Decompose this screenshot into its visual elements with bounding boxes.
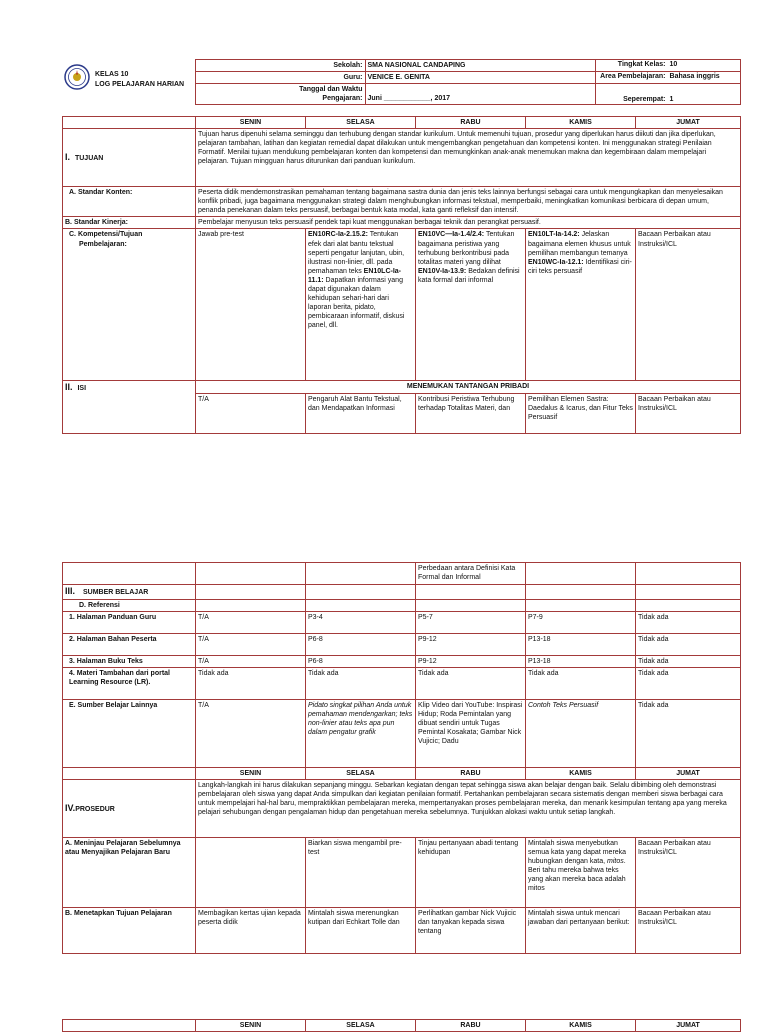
prosedur-a-kamis-2: . Beri tahu mereka bahwa teks yang akan mereka baca adalah mitos — [528, 858, 626, 893]
table-cell: Tidak ada — [636, 655, 741, 667]
day-header-jumat: JUMAT — [636, 1020, 741, 1032]
sumber-lainnya-senin: T/A — [196, 699, 306, 767]
tujuan-num: I. — [65, 151, 71, 162]
kompetensi-selasa-text1: Tentukan efek dari alat bantu tekstual seperti pengatur lanjutan, ubin, ilustrasi non-linier, dll. pada pemahaman teks — [308, 231, 405, 275]
prosedur-b-rabu: Perlihatkan gambar Nick Vujicic dan tanyakan kepada siswa tentang — [416, 907, 526, 953]
isi-selasa: Pengaruh Alat Bantu Tekstual, dan Mendapatkan Informasi — [306, 393, 416, 433]
header-table — [62, 59, 741, 105]
kompetensi-row — [63, 229, 741, 381]
days-header-row — [63, 117, 741, 129]
standar-konten-text: Peserta didik mendemonstrasikan pemahaman tentang bagaimana sastra dunia dan jenis teks lainnya berfungsi sebagai cara untuk mengungkapkan dan menyelesaikan konflik pribadi, juga bagaimana menggunakan strategi dalam menghubungkan informasi tekstual, memperbaiki, meningkatkan komunikasi berbicara di depan umum, penanda penekanan dalam teks persuasif, berbagai bentuk kata modal, kata ganti refleksif dan intensif. — [196, 187, 741, 217]
prosedur-b-label: B. Menetapkan Tujuan Pelajaran — [63, 907, 196, 953]
sumber-header-row — [63, 585, 741, 600]
tanggal-label-1: Tanggal dan Waktu — [299, 86, 363, 94]
prosedur-a-senin — [196, 837, 306, 907]
sekolah-label: Sekolah: — [195, 60, 365, 72]
table-cell: P13-18 — [526, 655, 636, 667]
sumber-lainnya-kamis: Contoh Teks Persuasif — [526, 699, 636, 767]
table-row — [63, 611, 741, 633]
main-table-page2 — [62, 562, 741, 954]
sumber-row-label: 1. Halaman Panduan Guru — [63, 611, 196, 633]
sekolah-value: SMA NASIONAL CANDAPING — [365, 60, 595, 72]
sumber-row-label: 4. Materi Tambahan dari portal Learning Resource (LR). — [63, 667, 196, 699]
table-cell: Tidak ada — [526, 667, 636, 699]
day-header-jumat: JUMAT — [636, 117, 741, 129]
table-cell: P6-8 — [306, 655, 416, 667]
prosedur-a-rabu: Tinjau pertanyaan abadi tentang kehidupan — [416, 837, 526, 907]
sumber-row-label: 3. Halaman Buku Teks — [63, 655, 196, 667]
kelas-label: KELAS 10 — [95, 71, 129, 78]
isi-rabu-continuation: Perbedaan antara Definisi Kata Formal dan Informal — [416, 563, 526, 585]
table-row — [63, 633, 741, 655]
table-cell: Tidak ada — [636, 611, 741, 633]
standar-konten-label: A. Standar Konten: — [63, 187, 196, 217]
area-label: Area Pembelajaran: — [600, 73, 666, 81]
prosedur-b-row — [63, 907, 741, 953]
table-cell: T/A — [196, 633, 306, 655]
kompetensi-selasa-code2: EN10LC-Ia-11.1: — [308, 267, 401, 284]
sumber-row-label: 2. Halaman Bahan Peserta — [63, 633, 196, 655]
referensi-label: D. Referensi — [63, 599, 196, 611]
isi-label: ISI — [77, 385, 87, 393]
table-cell: P6-8 — [306, 633, 416, 655]
log-title: LOG PELAJARAN HARIAN — [95, 81, 185, 88]
isi-senin: T/A — [196, 393, 306, 433]
day-header-selasa: SELASA — [306, 1020, 416, 1032]
tujuan-label: TUJUAN — [74, 154, 104, 162]
days-header-row-3 — [63, 1020, 741, 1032]
table-cell: P5-7 — [416, 611, 526, 633]
day-header-rabu: RABU — [416, 117, 526, 129]
isi-banner: MENEMUKAN TANTANGAN PRIBADI — [196, 381, 741, 393]
isi-jumat: Bacaan Perbaikan atau Instruksi/ICL — [636, 393, 741, 433]
prosedur-a-row — [63, 837, 741, 907]
kompetensi-rabu-text2: Bedakan definisi kata formal dari informal — [418, 267, 520, 284]
prosedur-b-jumat: Bacaan Perbaikan atau Instruksi/ICL — [636, 907, 741, 953]
day-header-senin: SENIN — [196, 767, 306, 779]
standar-kinerja-text: Pembelajar menyusun teks persuasif pendek tapi kuat menggunakan berbagai teknik dan perangkat persuasif. — [196, 217, 741, 229]
sumber-lainnya-rabu: Klip Video dari YouTube: Inspirasi Hidup; Roda Pemintalan yang dibuat sendiri untuk Tugas Pemintal Kosakata; Gambar Nick Vujicic; Dadu — [416, 699, 526, 767]
standar-kinerja-label: B. Standar Kinerja: — [63, 217, 196, 229]
tingkat-value: 10 — [669, 61, 678, 68]
table-cell: Tidak ada — [416, 667, 526, 699]
table-cell: Tidak ada — [636, 667, 741, 699]
table-row — [63, 655, 741, 667]
prosedur-text: Langkah-langkah ini harus dilakukan sepanjang minggu. Sebarkan kegiatan dengan tepat sehingga siswa akan belajar dengan baik. Selalu dibimbing oleh demonstrasi pembelajaran oleh siswa yang dapat Anda simpulkan dari kegiatan penilaian formatif. Pertahankan pembelajaran secara sistematis dengan memberi siswa berbagai cara untuk mempelajari hal-hal baru, mempraktikkan pembelajaran mereka, mempertanyakan proses pembelajaran mereka, dan menarik kesimpulan tentang apa yang mereka pelajari sehubungan dengan pengalaman hidup dan pengetahuan mereka sebelumnya. Tunjukkan alokasi waktu untuk setiap langkah. — [196, 779, 741, 837]
tingkat-label: Tingkat Kelas: — [617, 61, 666, 68]
prosedur-a-selasa: Biarkan siswa mengambil pre-test — [306, 837, 416, 907]
kompetensi-kamis-text1: Jelaskan bagaimana elemen khusus untuk pemilihan membangun temanya — [528, 231, 631, 257]
day-header-selasa: SELASA — [306, 117, 416, 129]
day-header-senin: SENIN — [196, 1020, 306, 1032]
day-header-rabu: RABU — [416, 1020, 526, 1032]
isi-rabu: Kontribusi Peristiwa Terhubung terhadap Totalitas Materi, dan — [416, 393, 526, 433]
sumber-label: SUMBER BELAJAR — [82, 589, 149, 596]
day-header-jumat: JUMAT — [636, 767, 741, 779]
table-cell: Tidak ada — [636, 633, 741, 655]
day-header-kamis: KAMIS — [526, 1020, 636, 1032]
tanggal-value: Juni ____________, 2017 — [365, 84, 595, 105]
kompetensi-rabu-code2: EN10V-Ia-13.9: — [418, 267, 467, 275]
prosedur-label: PROSEDUR — [75, 805, 115, 813]
main-table-page1 — [62, 116, 741, 434]
prosedur-a-label: A. Meninjau Pelajaran Sebelumnya atau Menyajikan Pelajaran Baru — [63, 837, 196, 907]
table-cell: T/A — [196, 655, 306, 667]
kompetensi-selasa-code1: EN10RC-Ia-2.15.2: — [308, 231, 368, 239]
days-header-row-2 — [63, 767, 741, 779]
tanggal-label-2: Pengajaran: — [322, 95, 363, 103]
referensi-row — [63, 599, 741, 611]
prosedur-b-kamis: Mintalah siswa untuk mencari jawaban dari pertanyaan berikut: — [526, 907, 636, 953]
day-header-senin: SENIN — [196, 117, 306, 129]
main-table-page3 — [62, 1019, 741, 1032]
table-cell: P9-12 — [416, 655, 526, 667]
seperempat-label: Seperempat: — [623, 96, 666, 104]
table-cell: P13-18 — [526, 633, 636, 655]
prosedur-b-senin: Membagikan kertas ujian kepada peserta didik — [196, 907, 306, 953]
seperempat-value: 1 — [669, 96, 674, 104]
kompetensi-rabu-code1: EN10VC—Ia-1.4/2.4: — [418, 231, 485, 239]
table-cell: P3-4 — [306, 611, 416, 633]
standar-kinerja-row — [63, 217, 741, 229]
kompetensi-jumat: Bacaan Perbaikan atau Instruksi/ICL — [636, 229, 741, 381]
isi-kamis: Pemilihan Elemen Sastra: Daedalus & Icarus, dan Fitur Teks Persuasif — [526, 393, 636, 433]
tujuan-text: Tujuan harus dipenuhi selama seminggu dan terhubung dengan standar kurikulum. Untuk memenuhi tujuan, prosedur yang diperlukan harus diikuti dan jika diperlukan, pelajaran tambahan, latihan dan kegiatan remedial dapat dilakukan untuk mengembangkan pengetahuan dan kompetensi konten. Ini menggunakan strategi Penilaian Formatif. Menilai tujuan mendukung pembelajaran konten dan kompetensi dan memungkinkan anak-anak menemukan makna dan kegembiraan dalam mempelajari pelajaran. Tujuan mingguan harus diturunkan dari panduan kurikulum. — [196, 129, 741, 187]
kompetensi-label-2: Pembelajaran: — [79, 240, 127, 248]
kompetensi-rabu-text1: Tentukan bagaimana peristiwa yang terhubung berkontribusi pada totalitas materi yang dilihat — [418, 231, 515, 266]
guru-value: VENICE E. GENITA — [365, 72, 595, 84]
table-cell: Tidak ada — [196, 667, 306, 699]
prosedur-a-kamis-mitos: mitos — [607, 858, 624, 866]
kompetensi-label-1: C. Kompetensi/Tujuan — [69, 231, 143, 239]
isi-num: II. — [65, 382, 73, 393]
table-cell: P7-9 — [526, 611, 636, 633]
area-value: Bahasa inggris — [669, 73, 720, 81]
sumber-lainnya-selasa: Pidato singkat pilihan Anda untuk pemahaman mendengarkan; teks non-linier atau teks apa pun dalam pengatur grafik — [306, 699, 416, 767]
prosedur-b-selasa: Mintalah siswa merenungkan kutipan dari Echkart Tolle dan — [306, 907, 416, 953]
kompetensi-selasa-text2: Dapatkan informasi yang dapat digunakan dalam kehidupan sehari-hari dari laporan berita, pidato, pembicaraan informatif, diskusi panel, dll. — [308, 276, 405, 330]
kompetensi-senin: Jawab pre-test — [196, 229, 306, 381]
day-header-kamis: KAMIS — [526, 117, 636, 129]
tujuan-row — [63, 129, 741, 187]
day-header-kamis: KAMIS — [526, 767, 636, 779]
sumber-lainnya-jumat: Tidak ada — [636, 699, 741, 767]
isi-header-row — [63, 381, 741, 393]
sumber-lainnya-row — [63, 699, 741, 767]
prosedur-row — [63, 779, 741, 837]
kompetensi-kamis-text2: Identifikasi ciri-ciri teks persuasif — [528, 258, 632, 275]
kompetensi-kamis-code2: EN10WC-Ia-12.1: — [528, 258, 584, 266]
prosedur-a-jumat: Bacaan Perbaikan atau Instruksi/ICL — [636, 837, 741, 907]
prosedur-num: IV. — [65, 802, 76, 813]
prosedur-a-kamis-1: Mintalah siswa menyebutkan semua kata yang dapat mereka hubungkan dengan kata, — [528, 839, 627, 866]
guru-label: Guru: — [195, 72, 365, 84]
day-header-selasa: SELASA — [306, 767, 416, 779]
standar-konten-row — [63, 187, 741, 217]
table-cell: P9-12 — [416, 633, 526, 655]
table-cell: T/A — [196, 611, 306, 633]
table-row — [63, 667, 741, 699]
isi-continuation-row — [63, 563, 741, 585]
sumber-num: III. — [65, 586, 76, 596]
day-header-rabu: RABU — [416, 767, 526, 779]
table-cell: Tidak ada — [306, 667, 416, 699]
kompetensi-kamis-code1: EN10LT-Ia-14.2: — [528, 231, 580, 239]
sumber-lainnya-label: E. Sumber Belajar Lainnya — [63, 699, 196, 767]
